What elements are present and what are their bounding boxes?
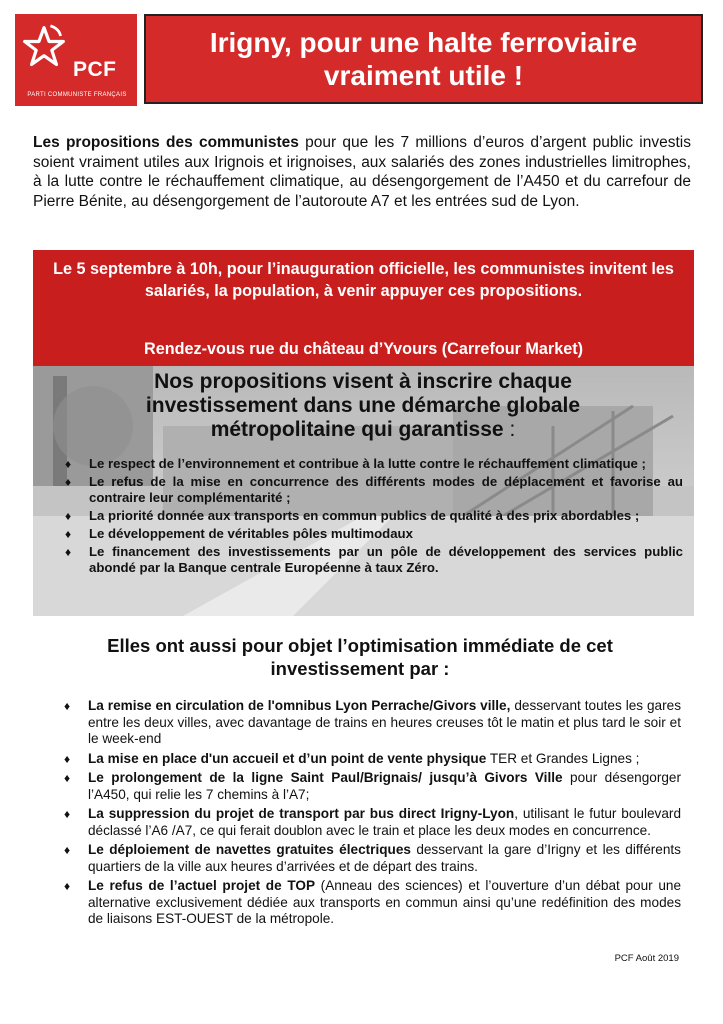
list-item-text: (Anneau des sciences) et l’ouverture d’un débat pour une alternative exclusivement dédiée aux transports en commun ainsi qu’une redéfinition des modes de liaisons EST-OUEST de la métropole.	[88, 878, 681, 926]
intro-lead: Les propositions des communistes	[33, 134, 299, 151]
logo-text: PCF	[73, 58, 117, 81]
list-item-text: Le financement des investissements par un pôle de développement des services public abondé par la Banque centrale Européenne à taux Zéro.	[89, 544, 683, 575]
diamond-bullet-icon: ♦	[64, 807, 71, 821]
list-item-lead: La remise en circulation de l'omnibus Lyon Perrache/Givors ville,	[88, 698, 511, 713]
star-icon	[21, 24, 67, 70]
diamond-bullet-icon: ♦	[64, 771, 71, 785]
title-banner	[144, 14, 703, 104]
propositions-title-text: Nos propositions visent à inscrire chaque investissement dans une démarche globale métropolitaine qui garantisse	[145, 370, 581, 441]
list-item-text: desservant la gare d’Irigny et les différents quartiers de la ville aux heures d’arrivées et de départ des trains.	[88, 842, 681, 874]
list-item-text: Le développement de véritables pôles multimodaux	[89, 526, 413, 541]
list-item	[63, 474, 683, 506]
list-item	[63, 526, 683, 542]
diamond-bullet-icon: ♦	[64, 751, 71, 766]
list-item-lead: Le déploiement de navettes gratuites électriques	[88, 842, 411, 857]
list-item	[64, 878, 681, 928]
intro-paragraph	[33, 133, 691, 211]
list-item-lead: Le refus de l’actuel projet de TOP	[88, 878, 316, 893]
list-item-text: pour désengorger l’A450, qui relie les 7 chemins à l’A7;	[88, 770, 681, 802]
optimisation-title: Elles ont aussi pour objet l’optimisation immédiate de cet investissement par :	[107, 635, 613, 679]
announcement-main: Le 5 septembre à 10h, pour l’inauguration officielle, les communistes invitent les salariés, la population, à venir appuyer ces propositions.	[53, 260, 674, 300]
list-item-text: desservant toutes les gares entre les deux villes, avec davantage de trains en heures creuses tôt le matin et plus tard le soir et le week-end	[88, 698, 681, 746]
intro-text: pour que les 7 millions d’euros d’argent public investis soient vraiment utiles aux Irignois et irignoises, aux salariés des zones industrielles limitrophes, à la lutte contre le réchauffement climatique, au désengorgement de l’A450 et du carrefour de Pierre Bénite, au désengorgement de l’autoroute A7 et les entrées sud de Lyon.	[33, 134, 691, 210]
list-item	[63, 544, 683, 576]
list-item	[64, 698, 681, 748]
list-item	[64, 751, 681, 768]
list-item	[64, 770, 681, 803]
list-item-text: Le refus de la mise en concurrence des différents modes de déplacement et favorise au contraire leur complémentarité ;	[89, 474, 683, 505]
list-item-text: TER et Grandes Lignes ;	[486, 750, 640, 766]
announcement-meeting: Rendez-vous rue du château d’Yvours (Carrefour Market)	[144, 340, 583, 358]
diamond-bullet-icon: ♦	[64, 699, 71, 713]
list-item-lead: La mise en place d'un accueil et d’un point de vente physique	[88, 750, 487, 766]
list-item-text: La priorité donnée aux transports en commun publics de qualité à des prix abordables ;	[89, 508, 640, 523]
propositions-title	[93, 370, 633, 442]
list-item	[64, 806, 681, 839]
diamond-bullet-icon: ♦	[65, 475, 72, 489]
list-item	[63, 508, 683, 524]
page-title: Irigny, pour une halte ferroviaire vraiment utile !	[209, 27, 638, 91]
list-item-lead: Le prolongement de la ligne Saint Paul/Brignais/ jusqu’à Givors Ville	[88, 770, 563, 785]
pcf-logo	[15, 14, 137, 106]
diamond-bullet-icon: ♦	[65, 527, 72, 541]
diamond-bullet-icon: ♦	[64, 843, 71, 857]
optimisation-list	[64, 698, 681, 931]
list-item-lead: La suppression du projet de transport par bus direct Irigny-Lyon	[88, 806, 515, 821]
diamond-bullet-icon: ♦	[64, 879, 71, 893]
diamond-bullet-icon: ♦	[65, 509, 72, 523]
list-item-text: , utilisant le futur boulevard déclassé l’A6 /A7, ce qui ferait doublon avec le train et place les deux modes en concurrence.	[88, 806, 682, 838]
station-photo-panel	[33, 366, 694, 616]
diamond-bullet-icon: ♦	[65, 457, 72, 471]
announcement-banner	[33, 250, 694, 366]
list-item-text: Le respect de l’environnement et contribue à la lutte contre le réchauffement climatique ;	[89, 456, 646, 471]
list-item	[63, 456, 683, 472]
diamond-bullet-icon: ♦	[65, 545, 72, 559]
propositions-title-colon: :	[503, 418, 516, 441]
propositions-list	[63, 456, 683, 578]
logo-subtitle: PARTI COMMUNISTE FRANÇAIS	[27, 92, 127, 98]
list-item	[64, 842, 681, 875]
footer-credit: PCF Août 2019	[614, 953, 679, 964]
